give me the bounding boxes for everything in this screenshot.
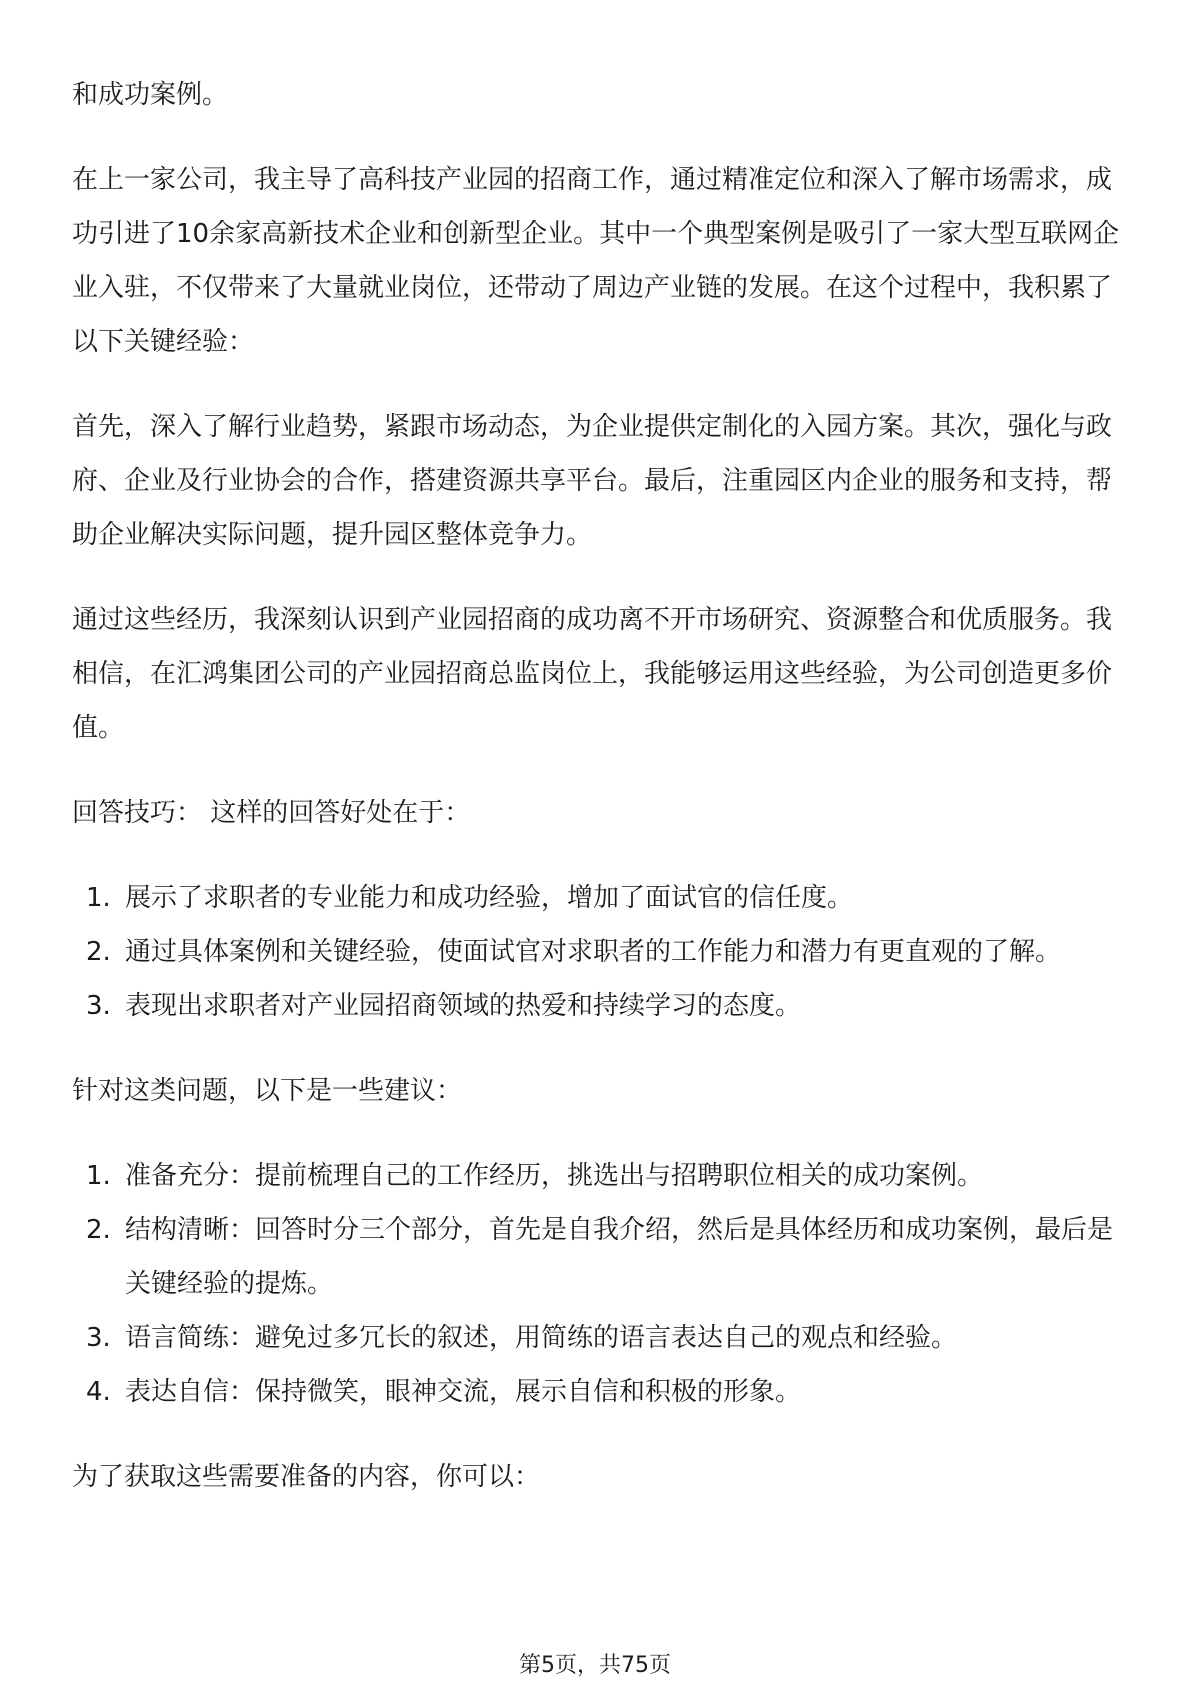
list-item-text: 通过具体案例和关键经验，使面试官对求职者的工作能力和潜力有更直观的了解。 [125, 937, 1062, 967]
list-number: 2. [86, 1215, 111, 1245]
paragraph: 在上一家公司，我主导了高科技产业园的招商工作，通过精准定位和深入了解市场需求，成功引进了10余家高新技术企业和创新型企业。其中一个典型案例是吸引了一家大型互联网企业入驻，不仅带来了大量就业岗位，还带动了周边产业链的发展。在这个过程中，我积累了以下关键经验： [72, 165, 1120, 357]
numbered-list-benefits [72, 871, 1122, 1033]
list-item [72, 1365, 1122, 1419]
paragraph: 通过这些经历，我深刻认识到产业园招商的成功离不开市场研究、资源整合和优质服务。我相信，在汇鸿集团公司的产业园招商总监岗位上，我能够运用这些经验，为公司创造更多价值。 [72, 605, 1113, 743]
list-item-text: 表现出求职者对产业园招商领域的热爱和持续学习的态度。 [125, 991, 802, 1021]
list-item-text: 表达自信：保持微笑，眼神交流，展示自信和积极的形象。 [125, 1377, 802, 1407]
list-item [72, 1311, 1122, 1365]
list-item-text: 结构清晰：回答时分三个部分，首先是自我介绍，然后是具体经历和成功案例，最后是关键经验的提炼。 [125, 1215, 1114, 1299]
page-footer: 第5页，共75页 [519, 1653, 671, 1678]
list-item [72, 925, 1122, 979]
document-body [72, 68, 1122, 1535]
list-item [72, 979, 1122, 1033]
list-number: 2. [86, 937, 111, 967]
list-item-text: 展示了求职者的专业能力和成功经验，增加了面试官的信任度。 [125, 883, 854, 913]
list-item [72, 1149, 1122, 1203]
list-number: 3. [86, 1323, 111, 1353]
paragraph-heading: 回答技巧： 这样的回答好处在于： [72, 798, 471, 828]
paragraph: 和成功案例。 [72, 80, 229, 110]
list-number: 3. [86, 991, 111, 1021]
list-item [72, 1203, 1122, 1311]
list-item [72, 871, 1122, 925]
list-number: 1. [86, 1161, 111, 1191]
numbered-list-suggestions [72, 1149, 1122, 1419]
list-number: 1. [86, 883, 111, 913]
paragraph: 首先，深入了解行业趋势，紧跟市场动态，为企业提供定制化的入园方案。其次，强化与政府、企业及行业协会的合作，搭建资源共享平台。最后，注重园区内企业的服务和支持，帮助企业解决实际问题，提升园区整体竞争力。 [72, 412, 1113, 550]
paragraph-heading: 为了获取这些需要准备的内容，你可以： [72, 1462, 541, 1492]
list-number: 4. [86, 1377, 111, 1407]
list-item-text: 准备充分：提前梳理自己的工作经历，挑选出与招聘职位相关的成功案例。 [125, 1161, 984, 1191]
paragraph-heading: 针对这类问题，以下是一些建议： [72, 1076, 463, 1106]
list-item-text: 语言简练：避免过多冗长的叙述，用简练的语言表达自己的观点和经验。 [125, 1323, 958, 1353]
